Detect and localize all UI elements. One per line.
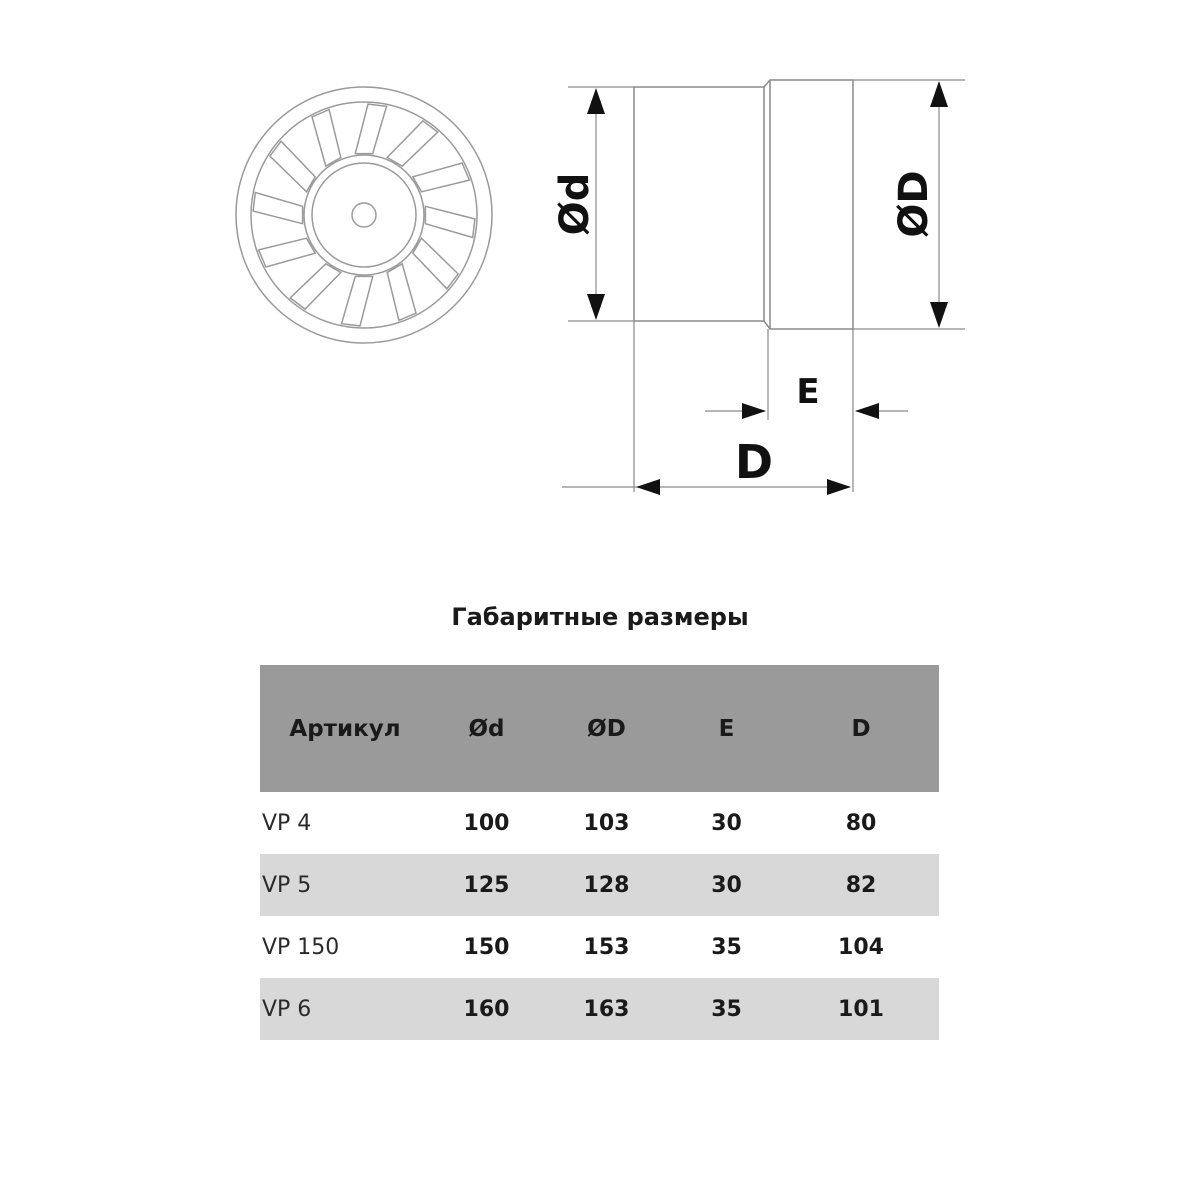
cell-small-diameter: 100 [463, 810, 510, 836]
label-small-diameter: Ød [552, 172, 598, 236]
cell-article: VP 6 [260, 978, 430, 1040]
technical-drawing [0, 0, 1200, 560]
dimension-arrows [587, 81, 948, 495]
cell-collar-length: 30 [670, 854, 783, 916]
table-row [260, 854, 939, 916]
fan-blade [425, 206, 475, 237]
label-total-length: D [734, 435, 774, 489]
cell-small-diameter: 125 [430, 854, 543, 916]
cell-collar-length: 30 [711, 810, 742, 836]
fan-blade [413, 163, 470, 192]
table-row [260, 792, 939, 854]
cell-large-diameter: 128 [543, 854, 670, 916]
fan-blade [342, 276, 373, 326]
cell-large-diameter: 163 [543, 978, 670, 1040]
fan-blade [387, 121, 438, 166]
fan-blade [270, 141, 315, 192]
label-collar-length: E [796, 372, 820, 412]
fan-blade [253, 193, 303, 224]
cell-large-diameter: 153 [583, 934, 630, 960]
header-small-diameter: Ød [430, 665, 543, 792]
fan-blade [259, 238, 316, 267]
dimensions-table [260, 665, 939, 1040]
fan-blade [355, 104, 386, 154]
cell-collar-length: 35 [711, 934, 742, 960]
table-title: Габаритные размеры [451, 603, 749, 631]
cell-small-diameter: 160 [430, 978, 543, 1040]
table-header-row [260, 665, 939, 792]
cell-article: VP 4 [262, 810, 312, 836]
table-row [260, 916, 939, 978]
fan-side-view [634, 80, 853, 329]
cell-article: VP 5 [260, 854, 430, 916]
table-row [260, 978, 939, 1040]
header-collar-length: E [670, 665, 783, 792]
cell-small-diameter: 150 [463, 934, 510, 960]
fan-blade [290, 264, 341, 309]
cell-total-length: 104 [838, 934, 884, 960]
fan-blade [413, 238, 458, 289]
fan-blade [387, 264, 416, 321]
cell-total-length: 101 [783, 978, 939, 1040]
label-large-diameter: ØD [891, 170, 937, 238]
fan-front-view [236, 87, 492, 343]
header-large-diameter: ØD [543, 665, 670, 792]
fan-blade [312, 110, 341, 167]
cell-total-length: 80 [845, 810, 877, 836]
cell-large-diameter: 103 [583, 810, 630, 836]
cell-article: VP 150 [262, 934, 340, 960]
cell-collar-length: 35 [670, 978, 783, 1040]
header-total-length: D [783, 665, 939, 792]
cell-total-length: 82 [783, 854, 939, 916]
header-article: Артикул [260, 665, 430, 792]
